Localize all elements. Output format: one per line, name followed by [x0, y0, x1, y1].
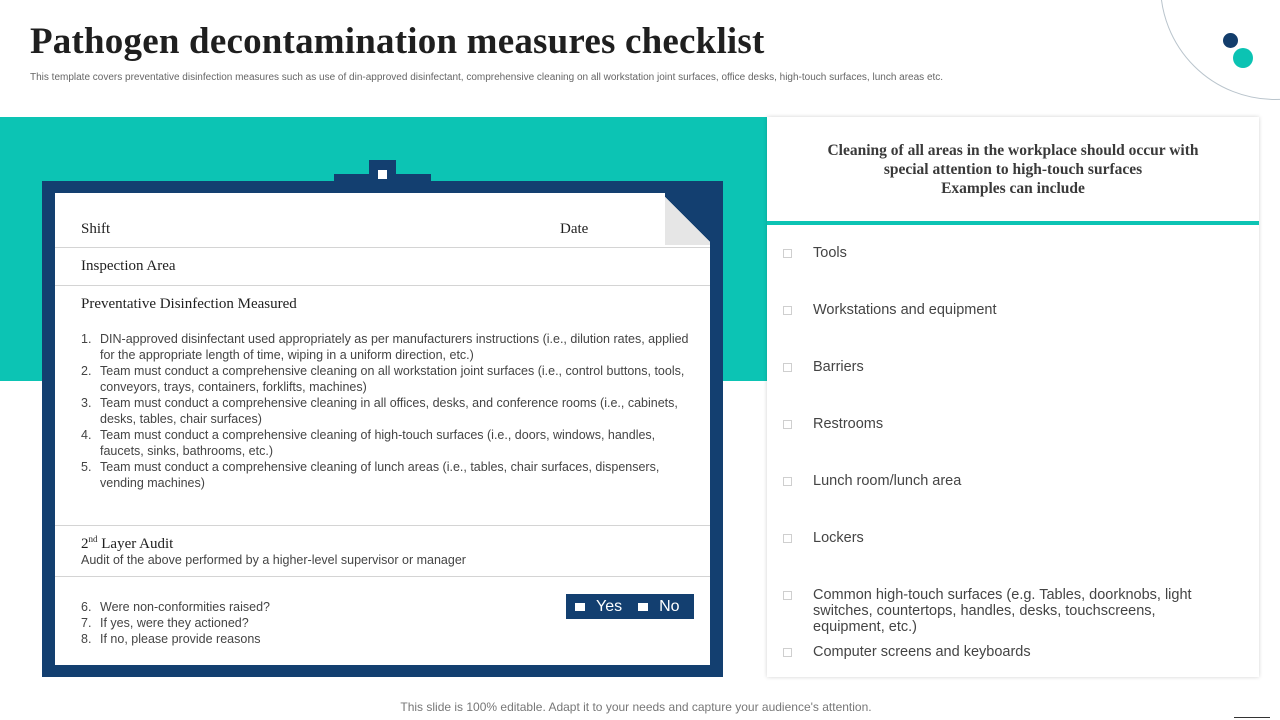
- examples-heading-line: Examples can include: [941, 180, 1085, 197]
- clipboard-clip-hole: [378, 170, 387, 179]
- divider: [55, 525, 710, 526]
- divider: [55, 285, 710, 286]
- question-text: If yes, were they actioned?: [100, 616, 249, 630]
- question-text: If no, please provide reasons: [100, 632, 261, 646]
- checkbox-square-icon: [783, 249, 792, 258]
- list-item: [81, 631, 270, 647]
- question-text: Were non-conformities raised?: [100, 600, 270, 614]
- yes-label: Yes: [596, 597, 623, 615]
- list-item: [783, 302, 997, 318]
- step-number: 4.: [81, 428, 92, 442]
- list-item: [81, 615, 270, 631]
- list-item: [783, 587, 1228, 635]
- examples-card: [767, 117, 1259, 677]
- step-number: 5.: [81, 460, 92, 474]
- checkbox-square-icon: [783, 534, 792, 543]
- page-title: Pathogen decontamination measures checklist: [30, 21, 765, 62]
- checklist-paper: [55, 193, 710, 665]
- checkbox-square-icon: [783, 420, 792, 429]
- audit-heading: [81, 534, 173, 553]
- inspection-area-label: Inspection Area: [81, 258, 176, 274]
- no-checkbox[interactable]: [638, 603, 648, 611]
- list-item: [783, 530, 864, 546]
- audit-prefix: 2: [81, 536, 89, 552]
- page-subtitle: This template covers preventative disinfection measures such as use of din-approved disinfectant, comprehensive cleaning on all workstation joint surfaces, office desks, high-touch surfaces, lunch areas etc.: [30, 72, 944, 83]
- footer-note: This slide is 100% editable. Adapt it to your needs and capture your audience's attention.: [400, 700, 872, 714]
- checkbox-square-icon: [783, 306, 792, 315]
- yes-option[interactable]: [575, 598, 622, 616]
- step-text: Team must conduct a comprehensive cleaning of lunch areas (i.e., tables, chair surfaces, dispensers, vending machines): [100, 460, 660, 490]
- step-number: 1.: [81, 332, 92, 346]
- examples-heading: [767, 141, 1259, 198]
- example-text: Common high-touch surfaces (e.g. Tables, doorknobs, light switches, countertops, handles, desks, touchscreens, equipment, etc.): [813, 587, 1192, 635]
- yes-no-selector: [566, 594, 694, 619]
- list-item: [783, 644, 1031, 660]
- list-item: [783, 473, 961, 489]
- step-text: DIN-approved disinfectant used appropriately as per manufacturers instructions (i.e., dilution rates, applied for the appropriate length of time, wiping in a uniform direction, etc.): [100, 332, 689, 362]
- step-number: 2.: [81, 364, 92, 378]
- list-item: [783, 245, 847, 261]
- example-text: Restrooms: [813, 416, 884, 432]
- question-number: 7.: [81, 616, 92, 630]
- shift-label: Shift: [81, 221, 111, 237]
- list-item: [81, 427, 696, 459]
- example-text: Workstations and equipment: [813, 302, 997, 318]
- checkbox-square-icon: [783, 477, 792, 486]
- decorative-arc: [1160, 0, 1280, 100]
- no-option[interactable]: [638, 598, 679, 616]
- audit-suffix: Layer Audit: [97, 536, 174, 552]
- step-text: Team must conduct a comprehensive cleaning in all offices, desks, and conference rooms (i.e., cabinets, desks, tables, chair surfaces): [100, 396, 678, 426]
- list-item: [783, 416, 883, 432]
- decorative-dot-teal: [1233, 48, 1253, 68]
- example-text: Barriers: [813, 359, 864, 375]
- list-item: [783, 359, 864, 375]
- date-label: Date: [560, 221, 589, 237]
- audit-questions-list: [81, 599, 270, 647]
- list-item: [81, 599, 270, 615]
- example-text: Computer screens and keyboards: [813, 644, 1031, 660]
- preventative-steps-list: [81, 331, 696, 491]
- preventative-label: Preventative Disinfection Measured: [81, 296, 297, 312]
- step-text: Team must conduct a comprehensive cleaning on all workstation joint surfaces (i.e., control buttons, tools, conveyors, trays, containers, forklifts, machines): [100, 364, 685, 394]
- example-text: Lunch room/lunch area: [813, 473, 962, 489]
- yes-checkbox[interactable]: [575, 603, 585, 611]
- list-item: [81, 363, 696, 395]
- examples-heading-line: Cleaning of all areas in the workplace should occur with: [827, 142, 1199, 159]
- decorative-dot-navy: [1223, 33, 1238, 48]
- checkbox-square-icon: [783, 648, 792, 657]
- example-text: Tools: [813, 245, 847, 261]
- checkbox-square-icon: [783, 363, 792, 372]
- list-item: [81, 459, 696, 491]
- examples-heading-line: special attention to high-touch surfaces: [883, 161, 1143, 178]
- divider: [55, 247, 710, 248]
- step-number: 3.: [81, 396, 92, 410]
- list-item: [81, 331, 696, 363]
- corner-line: [1234, 717, 1270, 718]
- audit-ordinal: nd: [88, 534, 98, 544]
- audit-description: Audit of the above performed by a higher-level supervisor or manager: [81, 553, 466, 567]
- step-text: Team must conduct a comprehensive cleaning of high-touch surfaces (i.e., doors, windows, handles, faucets, sinks, bathrooms, etc.): [100, 428, 656, 458]
- checkbox-square-icon: [783, 591, 792, 600]
- divider: [55, 576, 710, 577]
- question-number: 8.: [81, 632, 92, 646]
- list-item: [81, 395, 696, 427]
- question-number: 6.: [81, 600, 92, 614]
- no-label: No: [659, 597, 680, 615]
- example-text: Lockers: [813, 530, 864, 546]
- page-fold-corner: [665, 193, 710, 245]
- examples-divider: [767, 221, 1259, 225]
